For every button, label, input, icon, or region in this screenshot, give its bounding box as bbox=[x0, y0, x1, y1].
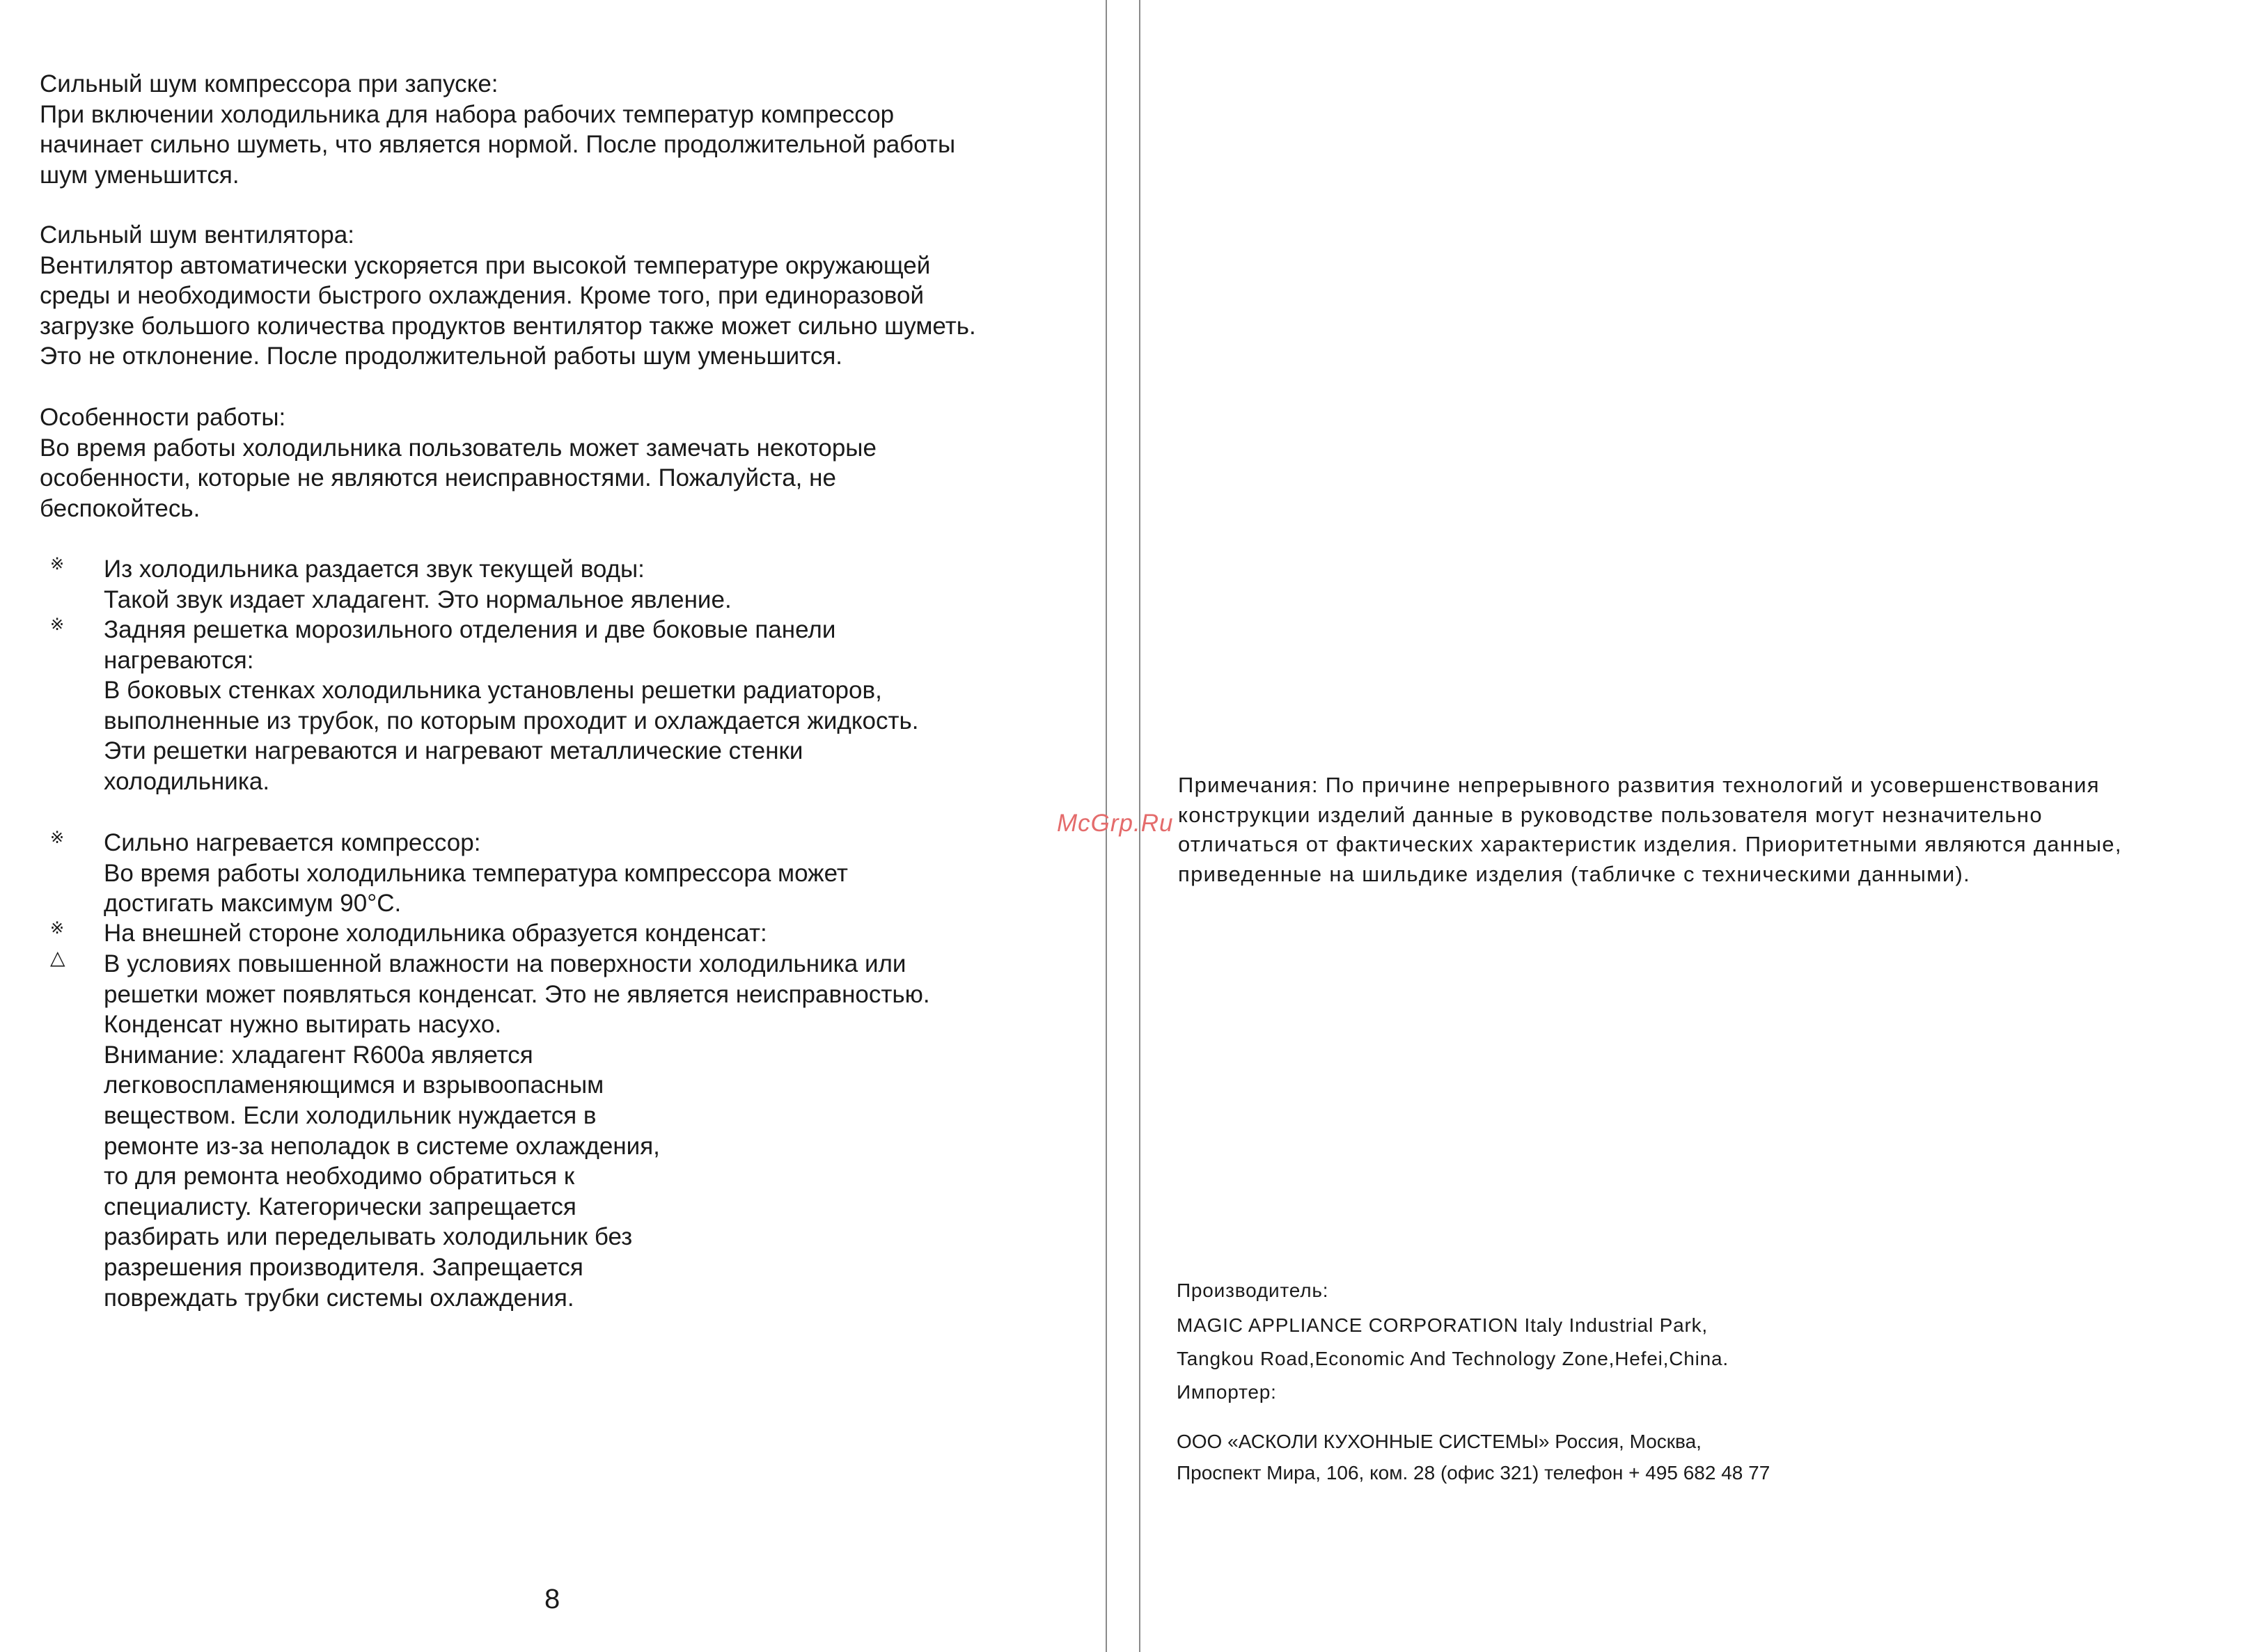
text-line: холодильника. bbox=[104, 767, 270, 795]
list-item bbox=[104, 828, 1092, 919]
text-line: Эти решетки нагреваются и нагревают металлические стенки bbox=[104, 737, 803, 765]
list-item bbox=[104, 918, 1092, 949]
text-line: разбирать или переделывать холодильник без bbox=[104, 1223, 633, 1251]
list-item bbox=[104, 554, 1092, 615]
text-line: Внимание: хладагент R600a является bbox=[104, 1041, 533, 1069]
text-line: среды и необходимости быстрого охлаждения. Кроме того, при единоразовой bbox=[40, 282, 924, 310]
text-line: При включении холодильника для набора рабочих температур компрессор bbox=[40, 100, 895, 128]
text-line: Сильно нагревается компрессор: bbox=[104, 829, 481, 856]
section-heading: Сильный шум компрессора при запуске: bbox=[40, 70, 498, 97]
manufacturer-address-line: Tangkou Road,Economic And Technology Zone,Hefei,China. bbox=[1177, 1348, 1729, 1369]
reference-mark-icon: ※ bbox=[50, 554, 65, 574]
text-line: веществом. Если холодильник нуждается в bbox=[104, 1101, 597, 1129]
importer-address-line: Проспект Мира, 106, ком. 28 (офис 321) телефон + 495 682 48 77 bbox=[1177, 1462, 1770, 1484]
text-line: ремонте из-за неполадок в системе охлаждения, bbox=[104, 1132, 660, 1160]
text-line: Из холодильника раздается звук текущей воды: bbox=[104, 556, 645, 583]
text-line: беспокойтесь. bbox=[40, 494, 201, 522]
text-line: Задняя решетка морозильного отделения и две боковые панели bbox=[104, 616, 836, 643]
text-line: выполненные из трубок, по которым проходит и охлаждается жидкость. bbox=[104, 707, 919, 734]
features-section bbox=[40, 402, 1084, 524]
fan-noise-section bbox=[40, 220, 1084, 372]
text-line: Это не отклонение. После продолжительной работы шум уменьшится. bbox=[40, 343, 843, 370]
text-line: особенности, которые не являются неисправностями. Пожалуйста, не bbox=[40, 464, 836, 492]
text-line: повреждать трубки системы охлаждения. bbox=[104, 1284, 574, 1312]
text-line: загрузке большого количества продуктов вентилятор также может сильно шуметь. bbox=[40, 312, 976, 340]
text-line: достигать максимум 90°C. bbox=[104, 890, 402, 918]
section-heading: Сильный шум вентилятора: bbox=[40, 221, 354, 249]
text-line: В условиях повышенной влажности на поверхности холодильника или bbox=[104, 950, 906, 977]
section-heading: Особенности работы: bbox=[40, 404, 286, 431]
text-line: начинает сильно шуметь, что является нормой. После продолжительной работы bbox=[40, 131, 956, 159]
manufacturer-address-line: MAGIC APPLIANCE CORPORATION Italy Industrial Park, bbox=[1177, 1314, 1708, 1336]
text-line: Примечания: По причине непрерывного развития технологий и усовершенствования bbox=[1178, 773, 2100, 797]
text-line: На внешней стороне холодильника образуется конденсат: bbox=[104, 920, 767, 947]
text-line: Во время работы холодильника пользователь может замечать некоторые bbox=[40, 434, 877, 462]
text-line: конструкции изделий данные в руководстве пользователя могут незначительно bbox=[1178, 802, 2043, 827]
text-line: отличаться от фактических характеристик изделия. Приоритетными являются данные, bbox=[1178, 832, 2122, 856]
text-line: шум уменьшится. bbox=[40, 161, 239, 189]
importer-label: Импортер: bbox=[1177, 1381, 1277, 1403]
text-line: Такой звук издает хладагент. Это нормальное явление. bbox=[104, 585, 732, 613]
text-line: Во время работы холодильника температура компрессора может bbox=[104, 859, 848, 887]
text-line: разрешения производителя. Запрещается bbox=[104, 1253, 583, 1281]
text-line: В боковых стенках холодильника установлены решетки радиаторов, bbox=[104, 677, 882, 705]
list-item bbox=[104, 949, 1092, 1313]
text-line: специалисту. Категорически запрещается bbox=[104, 1193, 576, 1220]
importer-address-line: ООО «АСКОЛИ КУХОННЫЕ СИСТЕМЫ» Россия, Москва, bbox=[1177, 1431, 1702, 1452]
notes-paragraph bbox=[1178, 771, 2122, 889]
watermark: McGrp.Ru bbox=[1057, 810, 1174, 837]
text-line: приведенные на шильдике изделия (табличке с техническими данными). bbox=[1178, 861, 1971, 886]
left-page bbox=[0, 0, 1107, 1652]
text-line: решетки может появляться конденсат. Это не является неисправностью. bbox=[104, 980, 930, 1008]
reference-mark-icon: ※ bbox=[50, 828, 65, 847]
text-line: нагреваются: bbox=[104, 646, 254, 674]
text-line: легковоспламеняющимся и взрывоопасным bbox=[104, 1071, 604, 1099]
reference-mark-icon: ※ bbox=[50, 918, 65, 938]
text-line: Конденсат нужно вытирать насухо. bbox=[104, 1011, 502, 1039]
text-line: Вентилятор автоматически ускоряется при высокой температуре окружающей bbox=[40, 251, 931, 279]
page-number: 8 bbox=[544, 1584, 560, 1614]
manufacturer-label: Производитель: bbox=[1177, 1280, 1329, 1301]
compressor-noise-section bbox=[40, 69, 1084, 190]
reference-mark-icon: ※ bbox=[50, 615, 65, 634]
text-line: то для ремонта необходимо обратиться к bbox=[104, 1163, 575, 1190]
warning-triangle-icon: △ bbox=[50, 946, 65, 969]
list-item bbox=[104, 615, 1092, 797]
